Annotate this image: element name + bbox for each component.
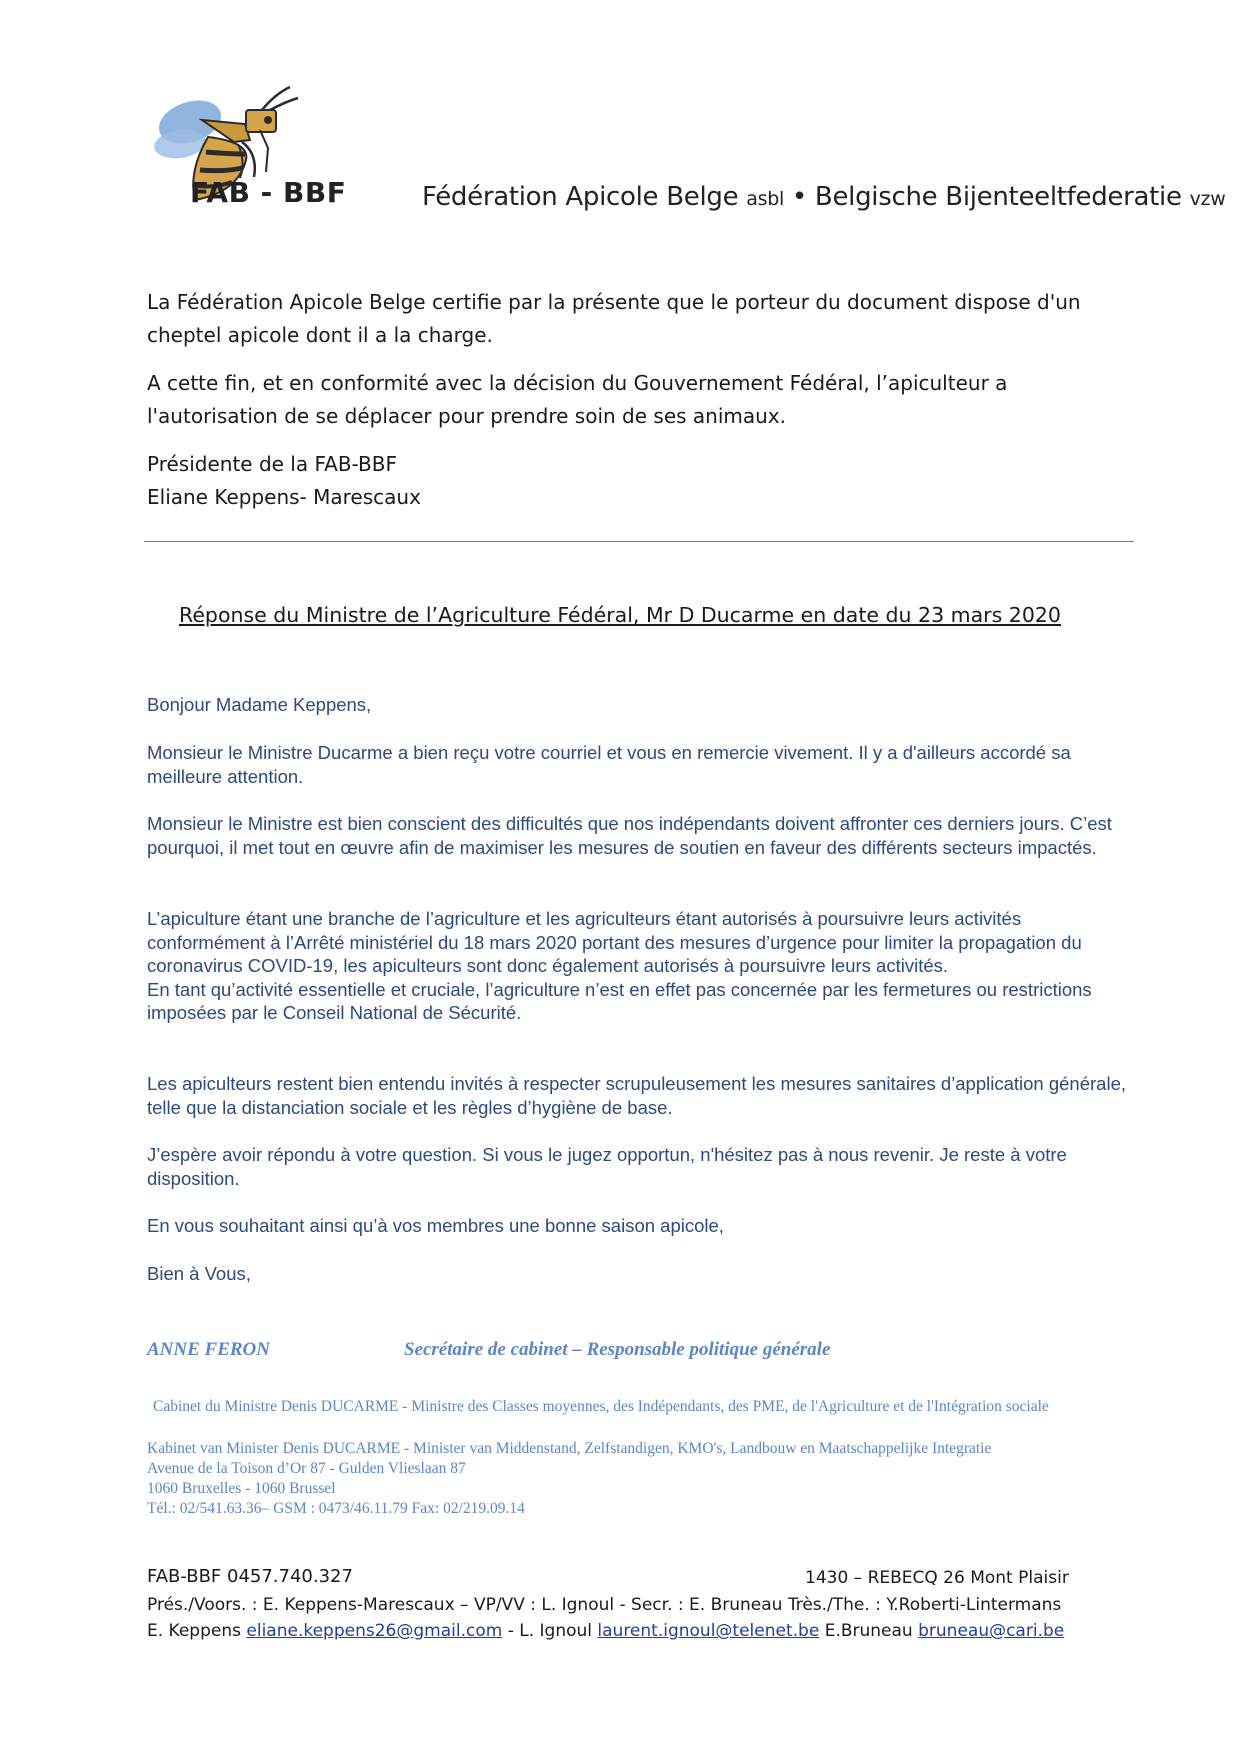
logo-text: FAB - BBF bbox=[190, 176, 347, 209]
org-suffix-nl: vzw bbox=[1189, 188, 1226, 210]
email-link[interactable]: eliane.keppens26@gmail.com bbox=[246, 1621, 503, 1641]
footer-contacts bbox=[147, 1621, 1064, 1641]
org-name-fr: Fédération Apicole Belge bbox=[422, 182, 739, 212]
certificate-paragraph: A cette fin, et en conformité avec la décision du Gouvernement Fédéral, l’apiculteur a l'autorisation de se déplacer pour prendre soin de ses animaux. bbox=[147, 371, 1008, 428]
email-link[interactable]: laurent.ignoul@telenet.be bbox=[597, 1621, 820, 1641]
letter-paragraph: Monsieur le Ministre est bien conscient des difficultés que nos indépendants doivent affronter ces derniers jours. C’est pourquoi, il met tout en œuvre afin de maximiser les mesures de soutien en faveur des différents secteurs impactés. bbox=[147, 813, 1112, 858]
letter-paragraph: J’espère avoir répondu à votre question. Si vous le jugez opportun, n'hésitez pas à nous revenir. Je reste à votre disposition. bbox=[147, 1144, 1067, 1189]
contact-name: L. Ignoul bbox=[519, 1621, 592, 1641]
email-link[interactable]: bruneau@cari.be bbox=[918, 1621, 1065, 1641]
cabinet-address: Avenue de la Toison d’Or 87 - Gulden Vlieslaan 87 bbox=[147, 1460, 466, 1477]
contact-name: E.Bruneau bbox=[824, 1621, 913, 1641]
cabinet-nl: Kabinet van Minister Denis DUCARME - Minister van Middenstand, Zelfstandigen, KMO's, Landbouw en Maatschappelijke Integratie bbox=[147, 1440, 992, 1457]
signature-name: ANNE FERON bbox=[147, 1339, 270, 1360]
footer-board: Prés./Voors. : E. Keppens-Marescaux – VP/VV : L. Ignoul - Secr. : E. Bruneau Très./The. : Y.Roberti-Lintermans bbox=[147, 1595, 1062, 1615]
cabinet-details bbox=[147, 1439, 1137, 1519]
letter-paragraph-part: L’apiculture étant une branche de l’agriculture et les agriculteurs étant autorisés à poursuivre leurs activités conformément à l’Arrêté ministériel du 18 mars 2020 portant des mesures d’urgence pour limiter la propagation du coronavirus COVID-19, les apiculteurs sont donc également autorisés à poursuivre leurs activités. bbox=[147, 908, 1082, 976]
letter-paragraph: Monsieur le Ministre Ducarme a bien reçu votre courriel et vous en remercie vivement. Il y a d'ailleurs accordé sa meilleure attention. bbox=[147, 742, 1071, 787]
contact-separator: - bbox=[507, 1621, 514, 1641]
org-separator: • bbox=[791, 182, 807, 212]
signatory-name: Eliane Keppens- Marescaux bbox=[147, 485, 421, 509]
letter-closing: Bien à Vous, bbox=[147, 1263, 251, 1284]
letter-greeting: Bonjour Madame Keppens, bbox=[147, 694, 372, 715]
cabinet-phones: Tél.: 02/541.63.36– GSM : 0473/46.11.79 Fax: 02/219.09.14 bbox=[147, 1500, 525, 1517]
section-divider bbox=[144, 541, 1134, 542]
contact-name: E. Keppens bbox=[147, 1621, 241, 1641]
org-suffix-fr: asbl bbox=[746, 188, 784, 210]
letter-paragraph: En vous souhaitant ainsi qu’à vos membres une bonne saison apicole, bbox=[147, 1215, 724, 1236]
certificate-paragraph: La Fédération Apicole Belge certifie par la présente que le porteur du document dispose d'un cheptel apicole dont il a la charge. bbox=[147, 290, 1081, 347]
reply-heading: Réponse du Ministre de l’Agriculture Fédéral, Mr D Ducarme en date du 23 mars 2020 bbox=[179, 603, 1061, 627]
org-name-nl: Belgische Bijenteeltfederatie bbox=[814, 182, 1182, 212]
certificate-signatory bbox=[147, 448, 1137, 514]
letter-paragraph: Les apiculteurs restent bien entendu invités à respecter scrupuleusement les mesures sanitaires d’application générale, telle que la distanciation sociale et les règles d’hygiène de base. bbox=[147, 1073, 1127, 1118]
footer-org-id: FAB-BBF 0457.740.327 bbox=[147, 1566, 353, 1587]
cabinet-fr: Cabinet du Ministre Denis DUCARME - Ministre des Classes moyennes, des Indépendants, des PME, de l'Agriculture et de l'Intégration sociale bbox=[153, 1398, 1049, 1415]
cabinet-city: 1060 Bruxelles - 1060 Brussel bbox=[147, 1480, 336, 1497]
signatory-title: Présidente de la FAB-BBF bbox=[147, 452, 397, 476]
signature-role: Secrétaire de cabinet – Responsable politique générale bbox=[404, 1339, 831, 1360]
letter-paragraph-part: En tant qu’activité essentielle et cruciale, l’agriculture n’est en effet pas concernée par les fermetures ou restrictions imposées par le Conseil National de Sécurité. bbox=[147, 978, 1092, 1023]
footer-address: 1430 – REBECQ 26 Mont Plaisir bbox=[805, 1568, 1069, 1588]
organization-name bbox=[422, 182, 1225, 212]
letter-paragraph bbox=[147, 907, 1137, 1025]
